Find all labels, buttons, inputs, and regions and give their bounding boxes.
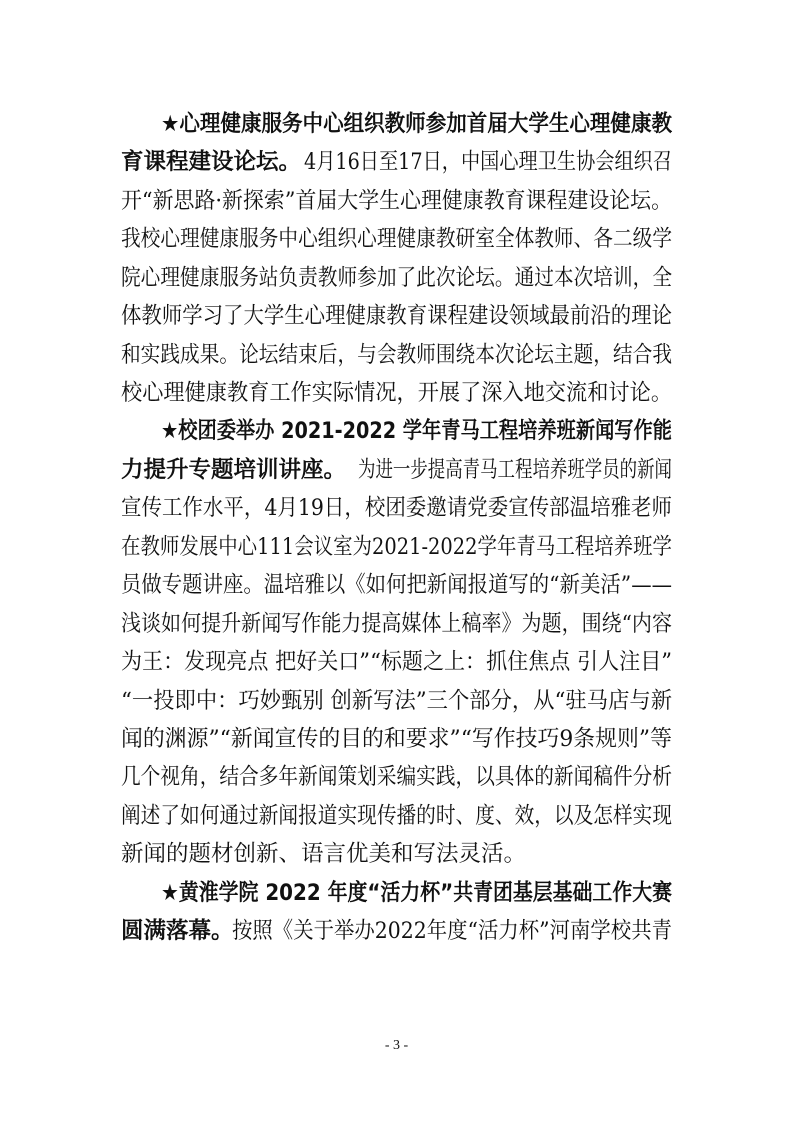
item1-body-line: 4月16日至17日，中国心理卫生协会组织召 — [304, 149, 673, 175]
item2-body-text: 宣传工作水平，4月19日，校团委邀请党委宣传部温培雅老师 — [121, 495, 673, 521]
item1-body-text: 开“新思路·新探索”首届大学生心理健康教育课程建设论坛。 — [121, 188, 673, 214]
item2-body-line — [0, 493, 793, 523]
item1-headline-part1: ★心理健康服务中心组织教师参加首届大学生心理健康教 — [161, 111, 673, 137]
item1-body-line — [0, 378, 793, 408]
item1-body-text: 我校心理健康服务中心组织心理健康教研室全体教师、各二级学 — [121, 226, 673, 252]
item1-body-line — [0, 186, 793, 216]
item1-body-line — [0, 263, 793, 293]
item3-headline-part1: ★黄淮学院 2022 年度“活力杯”共青团基层基础工作大赛 — [161, 880, 672, 906]
item1-headline-line1 — [0, 109, 793, 139]
item3-body-line: 按照《关于举办2022年度“活力杯”河南学校共青 — [232, 918, 673, 944]
item1-headline-part2: 育课程建设论坛。 — [121, 149, 302, 175]
item3-headline-part2: 圆满落幕。 — [121, 918, 234, 944]
item2-body-line — [0, 609, 793, 639]
item2-body-line — [0, 647, 793, 677]
item1-body-line — [0, 340, 793, 370]
item2-body-text: “一投即中：巧妙甄别 创新写法”三个部分，从“驻马店与新 — [121, 688, 673, 714]
item1-line-2 — [0, 147, 793, 177]
item2-headline-part1: ★校团委举办 2021-2022 学年青马工程培养班新闻写作能 — [161, 418, 672, 444]
item2-body-text: 在教师发展中心111会议室为2021-2022学年青马工程培养班学 — [121, 534, 672, 560]
item2-body-text: 浅谈如何提升新闻写作能力提高媒体上稿率》为题，围绕“内容 — [121, 611, 672, 637]
item2-line-2 — [0, 455, 793, 485]
item2-body-line — [0, 532, 793, 562]
page-number: - 3 - — [384, 1038, 409, 1053]
item2-body-line — [0, 686, 793, 716]
item2-body-line — [0, 762, 793, 792]
item2-body-line — [0, 801, 793, 831]
item2-body-line — [0, 724, 793, 754]
item1-body-line — [0, 301, 793, 331]
item2-body-text: 闻的渊源”“新闻宣传的目的和要求”“写作技巧9条规则”等 — [121, 726, 672, 752]
item2-body-text: 阐述了如何通过新闻报道实现传播的时、度、效，以及怎样实现 — [121, 803, 673, 829]
item1-body-line — [0, 224, 793, 254]
item3-headline-line1 — [0, 878, 793, 908]
item2-body-line — [0, 570, 793, 600]
item2-body-line: 为进一步提高青马工程培养班学员的新闻 — [358, 457, 673, 483]
item2-headline-line1 — [0, 416, 793, 446]
item1-body-text: 校心理健康教育工作实际情况，开展了深入地交流和讨论。 — [121, 380, 673, 406]
item2-body-text: 几个视角，结合多年新闻策划采编实践，以具体的新闻稿件分析 — [121, 764, 673, 790]
item1-body-text: 和实践成果。论坛结束后，与会教师围绕本次论坛主题，结合我 — [121, 342, 673, 368]
item2-body-text: 员做专题讲座。温培雅以《如何把新闻报道写的“新美活”—— — [121, 572, 672, 598]
item2-body-text: 新闻的题材创新、语言优美和写法灵活。 — [121, 841, 527, 867]
item1-body-text: 体教师学习了大学生心理健康教育课程建设领域最前沿的理论 — [121, 303, 673, 329]
item2-body-line — [0, 839, 793, 869]
item3-line-2 — [0, 916, 793, 946]
item1-body-text: 院心理健康服务站负责教师参加了此次论坛。通过本次培训，全 — [121, 265, 673, 291]
item2-headline-part2: 力提升专题培训讲座。 — [121, 457, 347, 483]
item2-body-text: 为王：发现亮点 把好关口”“标题之上：抓住焦点 引人注目” — [121, 649, 673, 675]
